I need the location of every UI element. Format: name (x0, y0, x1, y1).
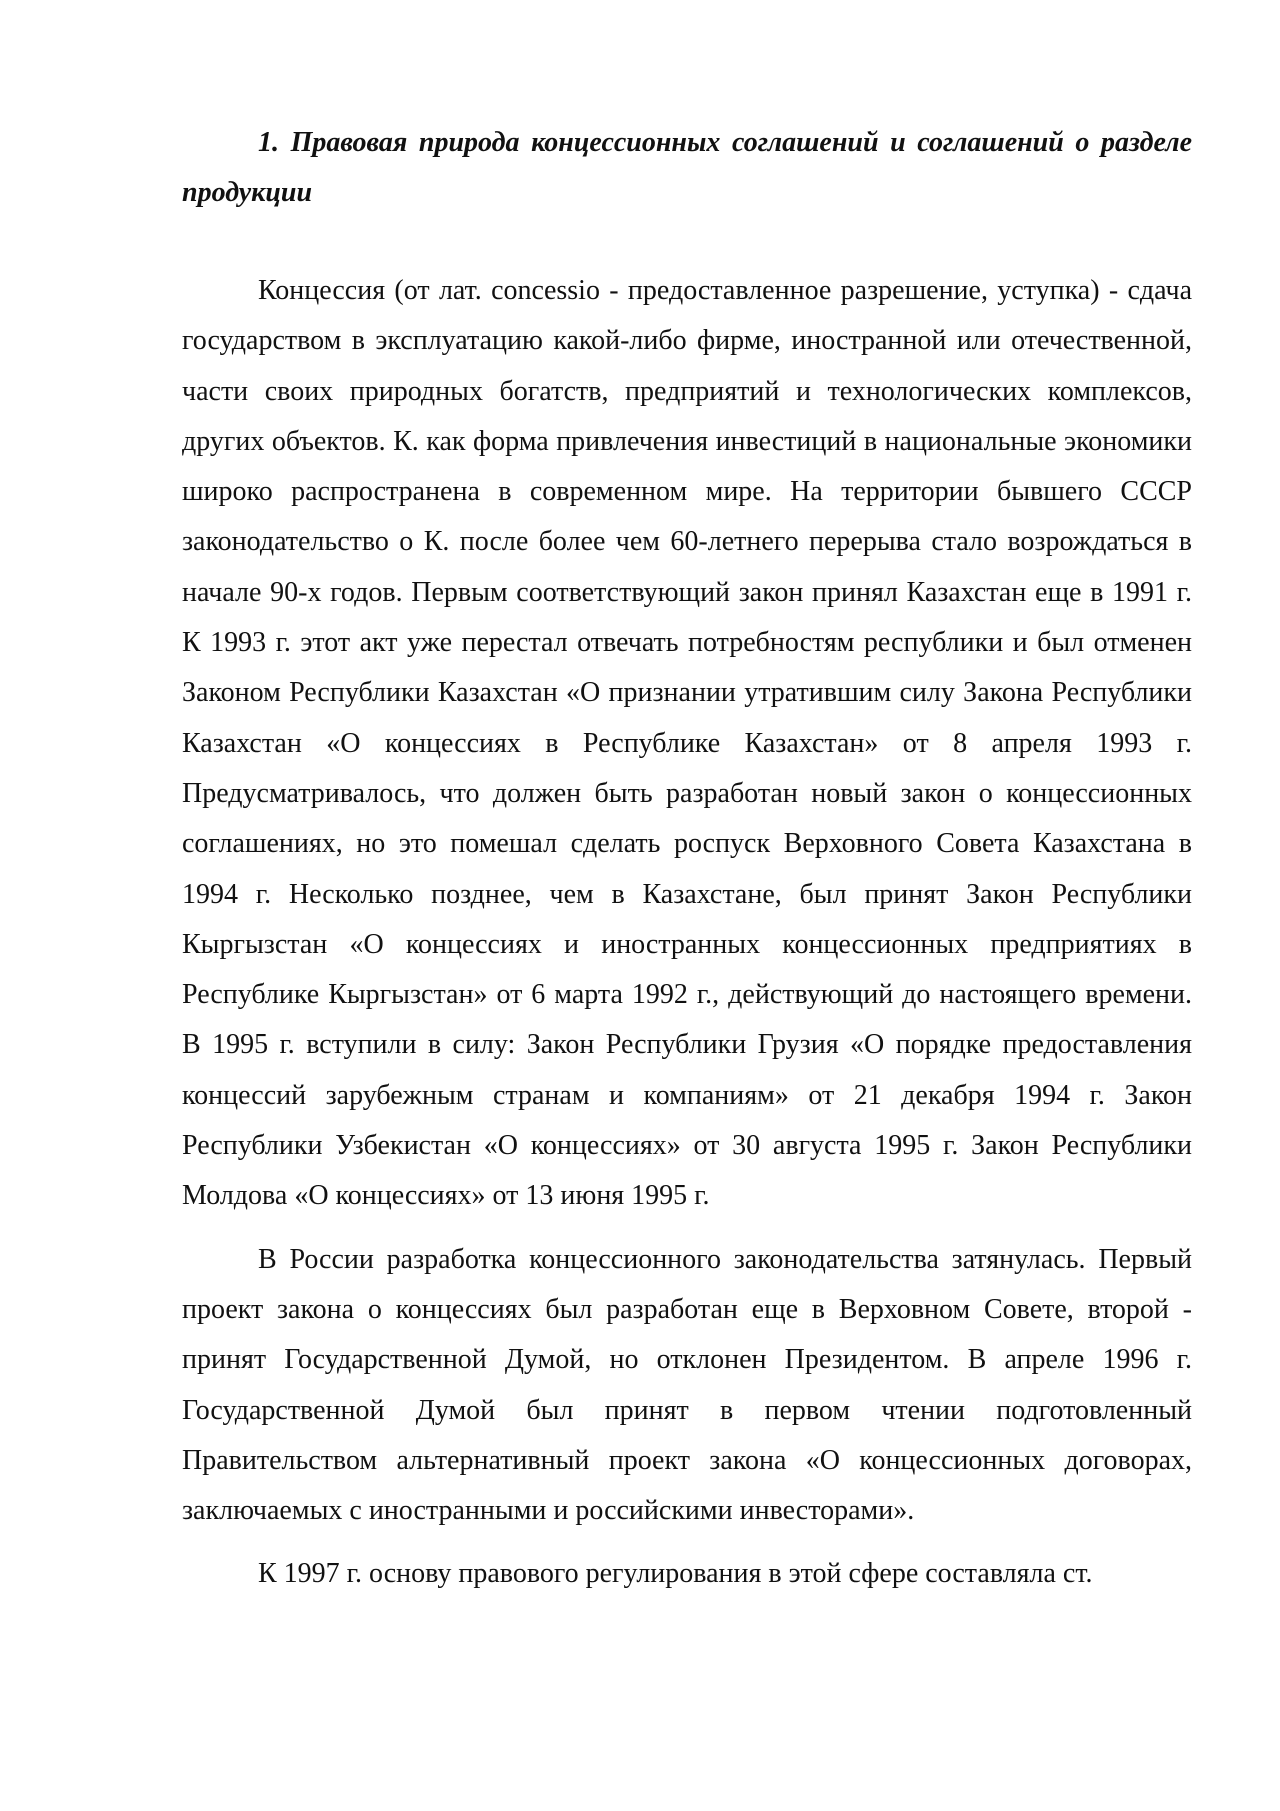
paragraph-russia-legislation: В России разработка концессионного законодательства затянулась. Первый проект закона о концессиях был разработан еще в Верховном Совете, второй - принят Государственной Думой, но отклонен Президентом. В апреле 1996 г. Государственной Думой был принят в первом чтении подготовленный Правительством альтернативный проект закона «О концессионных договорах, заключаемых с иностранными и российскими инвесторами». (182, 1243, 1192, 1527)
document-page (182, 118, 1192, 1600)
paragraph-concession-definition: Концессия (от лат. concessio - предоставленное разрешение, уступка) - сдача государством в эксплуатацию какой-либо фирме, иностранной или отечественной, части своих природных богатств, предприятий и технологических комплексов, других объектов. К. как форма привлечения инвестиций в национальные экономики широко распространена в современном мире. На территории бывшего СССР законодательство о К. после более чем 60-летнего перерыва стало возрождаться в начале 90-х годов. Первым соответствующий закон принял Казахстан еще в 1991 г. К 1993 г. этот акт уже перестал отвечать потребностям республики и был отменен Законом Республики Казахстан «О признании утратившим силу Закона Республики Казахстан «О концессиях в Республике Казахстан» от 8 апреля 1993 г. Предусматривалось, что должен быть разработан новый закон о концессионных соглашениях, но это помешал сделать роспуск Верховного Совета Казахстана в 1994 г. Несколько позднее, чем в Казахстане, был принят Закон Республики Кыргызстан «О концессиях и иностранных концессионных предприятиях в Республике Кыргызстан» от 6 марта 1992 г., действующий до настоящего времени. В 1995 г. вступили в силу: Закон Республики Грузия «О порядке предоставления концессий зарубежным странам и компаниям» от 21 декабря 1994 г. Закон Республики Узбекистан «О концессиях» от 30 августа 1995 г. Закон Республики Молдова «О концессиях» от 13 июня 1995 г. (182, 275, 1192, 1212)
paragraph-1997-regulation: К 1997 г. основу правового регулирования в этой сфере составляла ст. (258, 1558, 1093, 1590)
section-heading: 1. Правовая природа концессионных соглашений и соглашений о разделе продукции (182, 127, 1192, 208)
